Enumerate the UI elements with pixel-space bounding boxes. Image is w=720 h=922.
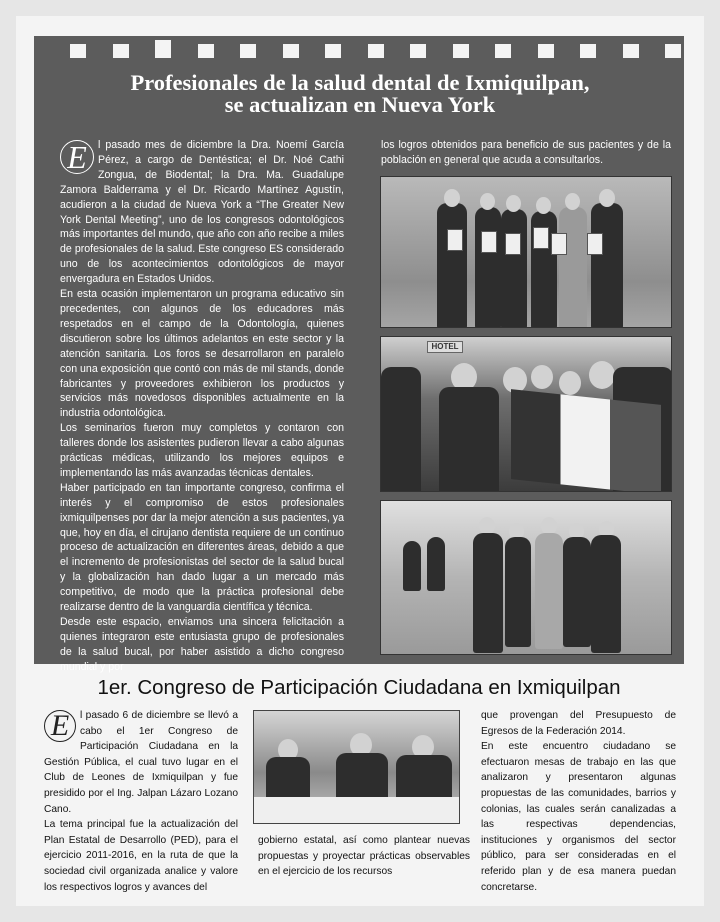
person-figure	[381, 367, 421, 492]
certificate	[481, 231, 497, 253]
paragraph: l pasado 6 de diciembre se llevó a cabo el 1er Congreso de Participación Ciudadana en la Gestión Pública, el cual tuvo lugar en el Club de Leones de Ixmiquilpan y fue presidido por el Ing. Jalpan Lázaro Lozano Cano.	[44, 710, 238, 815]
perforation-square	[198, 44, 214, 58]
paragraph: los logros obtenidos para beneficio de sus pacientes y de la población en general que acuda a consultarlos.	[381, 139, 671, 166]
person-figure	[501, 209, 527, 328]
paragraph: En este encuentro ciudadano se efectuaron mesas de trabajo en las que analizaron y presentaron algunas propuestas de las comunidades, barrios y colonias, las cuales serán canalizadas a las respectivas dependencias, instituciones y organismos del sector público, para ser consideradas en el referido plan y de esa manera puedan concretarse.	[481, 741, 676, 893]
perforation-square	[283, 44, 299, 58]
perforation-square	[325, 44, 341, 58]
person-head	[506, 195, 521, 212]
paragraph: Haber participado en tan importante congreso, confirma el interés y el compromiso de estos profesionales ixmiquilpenses por dar la mejor atención a sus pacientes, ya que, hoy en día, el cirujano dentista requiere de un continuo proceso de actualización en diferentes áreas, debido a que el incremento de profesionistas del sector de la salud bucal y la globalización han dado lugar a un mercado más competitivo, de modo que la práctica profesional debe realizarse dentro de la vanguardia científica y técnica.	[60, 481, 344, 614]
person-head	[531, 365, 553, 389]
drop-cap: E	[44, 710, 76, 742]
person-figure	[336, 753, 388, 801]
person-figure	[475, 207, 501, 328]
perforation-square	[453, 44, 469, 58]
perforation-square	[113, 44, 129, 58]
mexican-flag	[511, 389, 661, 492]
paragraph: Desde este espacio, enviamos una sincera felicitación a quienes integraron este entusiasta grupo de profesionales de la salud bucal, por haber asistido a dicho congreso mundial y por	[60, 616, 344, 673]
paragraph: que provengan del Presupuesto de Egresos de la Federación 2014.	[481, 710, 676, 737]
paragraph: gobierno estatal, así como plantear nuevas propuestas y proyectar prácticas observables en el ejercicio de los recursos	[258, 835, 470, 878]
article-column-1	[44, 708, 238, 895]
paragraph: La tema principal fue la actualización del Plan Estatal de Desarrollo (PED), para el ejercicio 2011-2016, en la ruta de que la sociedad civil organizada analice y valore los respectivos logros y avances del	[44, 819, 238, 893]
perforation-square	[495, 44, 511, 58]
hotel-sign: HOTEL	[427, 341, 463, 353]
person-figure	[559, 207, 587, 328]
certificate	[533, 227, 549, 249]
person-head	[480, 193, 495, 210]
person-head	[565, 193, 580, 210]
table-cloth	[254, 797, 460, 824]
title-line-2: se actualizan en Nueva York	[224, 92, 496, 117]
person-figure	[505, 537, 531, 647]
person-head	[536, 197, 551, 214]
title-line-1: Profesionales de la salud dental de Ixmiquilpan,	[130, 70, 590, 95]
perforation-square	[623, 44, 639, 58]
certificate	[551, 233, 567, 255]
article-column-3	[481, 708, 676, 895]
person-figure	[439, 387, 499, 492]
paragraph: Los seminarios fueron muy completos y contaron con talleres donde los asistentes pudieron llevar a cabo algunas prácticas médicas, utilizando los mejores equipos e implementando las más avanzadas técnicas dentales.	[60, 422, 344, 479]
perforation-square	[155, 40, 171, 58]
person-figure	[437, 203, 467, 328]
person-figure	[266, 757, 310, 801]
person-figure	[427, 537, 445, 591]
person-head	[444, 189, 460, 207]
perforation-square	[368, 44, 384, 58]
person-figure	[535, 533, 563, 649]
flag-group-photo	[380, 336, 672, 492]
article-column-2	[258, 833, 470, 880]
person-figure	[473, 533, 503, 653]
person-figure	[591, 203, 623, 328]
street-group-photo	[380, 500, 672, 655]
article-column-1	[60, 138, 344, 675]
person-figure	[403, 541, 421, 591]
certificate	[587, 233, 603, 255]
person-figure	[563, 537, 591, 647]
drop-cap: E	[60, 140, 94, 174]
person-head	[589, 361, 615, 389]
article-title	[60, 72, 660, 116]
person-figure	[591, 535, 621, 653]
article-title: 1er. Congreso de Participación Ciudadana en Ixmiquilpan	[97, 676, 621, 699]
article-column-2	[381, 138, 671, 168]
certificate	[447, 229, 463, 251]
perforation-square	[665, 44, 681, 58]
meeting-photo	[253, 710, 460, 824]
person-head	[559, 371, 581, 395]
paragraph: En esta ocasión implementaron un programa educativo sin precedentes, con algunos de los educadores más respetados en el campo de la Odontología, quienes discutieron sobre los últimos adelantos en este sector y la atención sanitaria. Los foros se desarrollaron en paralelo con una exposición que contó con más de mil stands, donde fabricantes y proveedores exhibieron los productos y servicios más novedosos disponibles actualmente en la industria odontológica.	[60, 288, 344, 420]
perforation-square	[70, 44, 86, 58]
person-figure	[396, 755, 452, 801]
perforation-square	[240, 44, 256, 58]
perforation-square	[410, 44, 426, 58]
certificate	[505, 233, 521, 255]
perforation-square	[580, 44, 596, 58]
perforation-square	[538, 44, 554, 58]
person-head	[599, 189, 615, 207]
paragraph: l pasado mes de diciembre la Dra. Noemí García Pérez, a cargo de Dentéstica; el Dr. Noé Cathi Zongua, de Biodental; la Dra. Ma. Guadalupe Zamora Balderrama y el Dr. Ricardo Martínez Agustín, acudieron a la ciudad de Nueva York a “The Greater New York Dental Meeting”, uno de los congresos odontológicos más importantes del mundo, que año con año recibe a miles de profesionales de la salud. Este congreso ES considerado uno de los acontecimientos odontológicos de mayor envergadura en Estados Unidos.	[60, 139, 344, 286]
group-certificates-photo	[380, 176, 672, 328]
